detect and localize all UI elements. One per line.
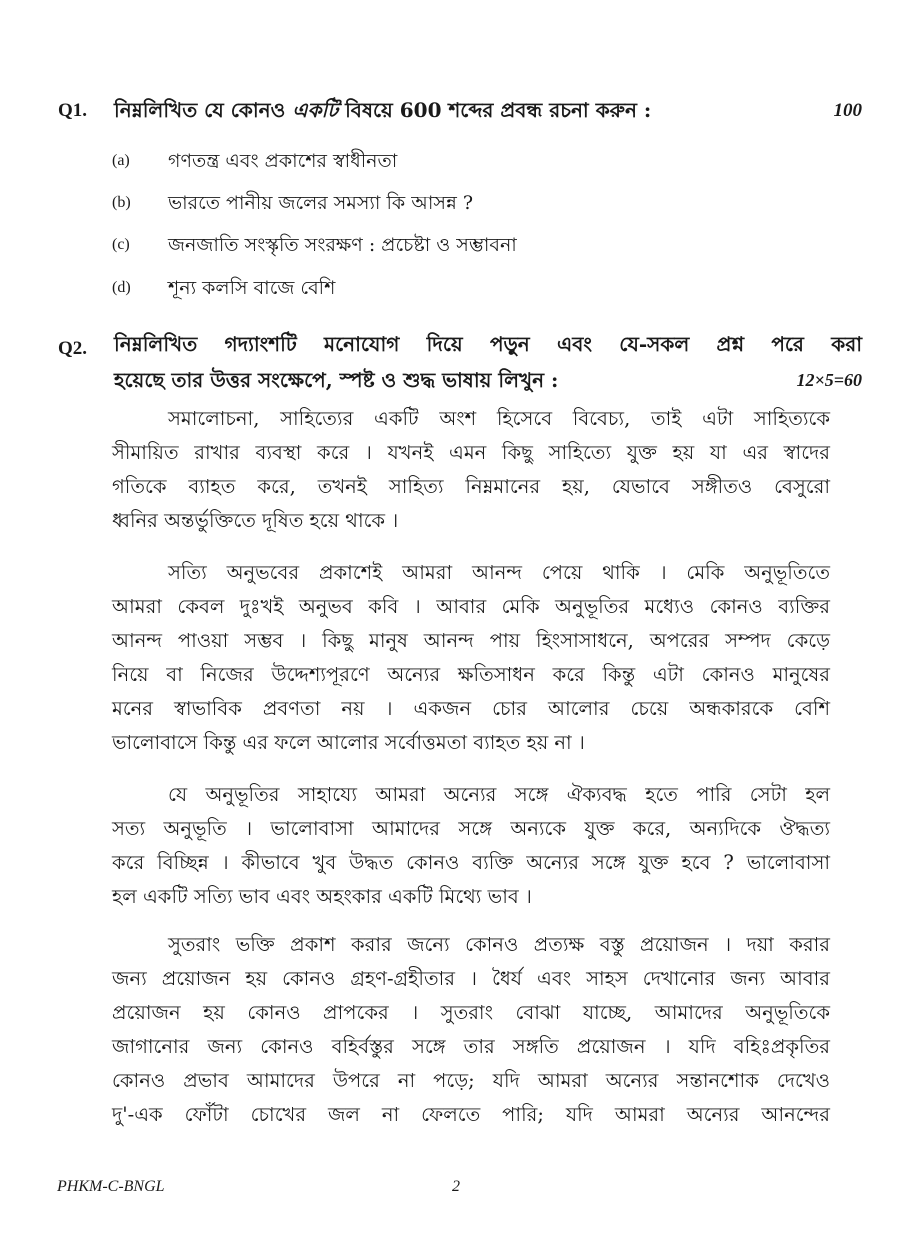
passage-line: কোনও প্রভাব আমাদের উপরে না পড়ে; যদি আমরা অন্যের সন্তানশোক দেখেও	[112, 1069, 830, 1092]
passage-line: দু'-এক ফোঁটা চোখের জল না ফেলতে পারি; যদি আমরা অন্যের আনন্দের	[112, 1103, 830, 1126]
passage-line: প্রয়োজন হয় কোনও প্রাপকের । সুতরাং বোঝা যাচ্ছে, আমাদের অনুভূতিকে	[112, 1001, 830, 1024]
passage-line: ভালোবাসে কিন্তু এর ফলে আলোর সর্বোত্তমতা ব্যাহত হয় না ।	[112, 731, 585, 754]
q1-option-d	[112, 274, 812, 304]
q2-number: Q2.	[58, 338, 88, 359]
q1-option-b	[112, 189, 812, 219]
passage-line: সত্যি অনুভবের প্রকাশেই আমরা আনন্দ পেয়ে থাকি । মেকি অনুভূতিতে	[168, 561, 830, 584]
option-text: জনজাতি সংস্কৃতি সংরক্ষণ : প্রচেষ্টা ও সম্ভাবনা	[168, 234, 517, 256]
q1-instruction-end: বিষয়ে 600 শব্দের প্রবন্ধ রচনা করুন :	[338, 98, 652, 122]
passage-line: সুতরাং ভক্তি প্রকাশ করার জন্যে কোনও প্রত্যক্ষ বস্তু প্রয়োজন । দয়া করার	[168, 933, 830, 956]
option-label: (b)	[112, 194, 131, 211]
passage-line: জাগানোর জন্য কোনও বহির্বস্তুর সঙ্গে তার সঙ্গতি প্রয়োজন । যদি বহিঃপ্রকৃতির	[112, 1035, 830, 1058]
passage-line: সীমায়িত রাখার ব্যবস্থা করে । যখনই এমন কিছু সাহিত্যে যুক্ত হয় যা এর স্বাদের	[112, 441, 830, 464]
passage-line: হল একটি সত্যি ভাব এবং অহংকার একটি মিথ্যে ভাব ।	[112, 885, 532, 908]
q1-option-a	[112, 147, 812, 177]
passage-paragraph-3	[112, 778, 830, 914]
q1-marks: 100	[833, 100, 862, 121]
q1-instruction	[114, 96, 651, 129]
option-text: শূন্য কলসি বাজে বেশি	[168, 277, 336, 299]
q2-marks: 12×5=60	[796, 370, 862, 390]
passage-line: আনন্দ পাওয়া সম্ভব । কিছু মানুষ আনন্দ পায় হিংসাসাধনে, অপরের সম্পদ কেড়ে	[112, 629, 830, 652]
q2-heading	[58, 330, 862, 394]
q1-instruction-start: নিম্নলিখিত যে কোনও	[114, 98, 293, 122]
passage-line: যে অনুভূতির সাহায্যে আমরা অন্যের সঙ্গে ঐক্যবদ্ধ হতে পারি সেটা হল	[168, 783, 830, 806]
passage-paragraph-1	[112, 402, 830, 538]
q1-heading	[58, 96, 862, 126]
q1-instruction-emphasis: একটি	[292, 98, 339, 122]
option-label: (a)	[112, 152, 130, 169]
passage-line: সমালোচনা, সাহিত্যের একটি অংশ হিসেবে বিবেচ্য, তাই এটা সাহিত্যকে	[168, 407, 830, 430]
passage-paragraph-2	[112, 556, 830, 760]
passage-line: গতিকে ব্যাহত করে, তখনই সাহিত্য নিম্নমানের হয়, যেভাবে সঙ্গীতও বেসুরো	[112, 475, 830, 498]
option-text: ভারতে পানীয় জলের সমস্যা কি আসন্ন ?	[168, 192, 474, 214]
q2-instruction-line1: নিম্নলিখিত গদ্যাংশটি মনোযোগ দিয়ে পড়ুন এবং যে-সকল প্রশ্ন পরে করা	[114, 332, 862, 356]
passage-line: করে বিচ্ছিন্ন । কীভাবে খুব উদ্ধত কোনও ব্যক্তি অন্যের সঙ্গে যুক্ত হবে ? ভালোবাসা	[112, 851, 830, 874]
option-text: গণতন্ত্র এবং প্রকাশের স্বাধীনতা	[168, 150, 398, 172]
option-label: (c)	[112, 236, 130, 253]
passage-line: মনের স্বাভাবিক প্রবণতা নয় । একজন চোর আলোর চেয়ে অন্ধকারকে বেশি	[112, 697, 830, 720]
paper-code: PHKM-C-BNGL	[57, 1178, 165, 1195]
passage-paragraph-4	[112, 928, 830, 1132]
passage-line: জন্য প্রয়োজন হয় কোনও গ্রহণ-গ্রহীতার । ধৈর্য এবং সাহস দেখানোর জন্য আবার	[112, 967, 830, 990]
q1-number: Q1.	[58, 100, 88, 121]
passage-line: আমরা কেবল দুঃখই অনুভব কবি । আবার মেকি অনুভূতির মধ্যেও কোনও ব্যক্তির	[112, 595, 830, 618]
q1-option-c	[112, 231, 812, 261]
passage-line: সত্য অনুভূতি । ভালোবাসা আমাদের সঙ্গে অন্যকে যুক্ত করে, অন্যদিকে ঔদ্ধত্য	[112, 817, 830, 840]
q2-instruction-line2: হয়েছে তার উত্তর সংক্ষেপে, স্পষ্ট ও শুদ্ধ ভাষায় লিখুন :	[114, 368, 559, 392]
passage-line: ধ্বনির অন্তর্ভুক্তিতে দূষিত হয়ে থাকে ।	[112, 509, 399, 532]
page-number: 2	[452, 1178, 460, 1195]
option-label: (d)	[112, 279, 131, 296]
passage-line: নিয়ে বা নিজের উদ্দেশ্যপূরণে অন্যের ক্ষতিসাধন করে কিন্তু এটা কোনও মানুষের	[112, 663, 830, 686]
